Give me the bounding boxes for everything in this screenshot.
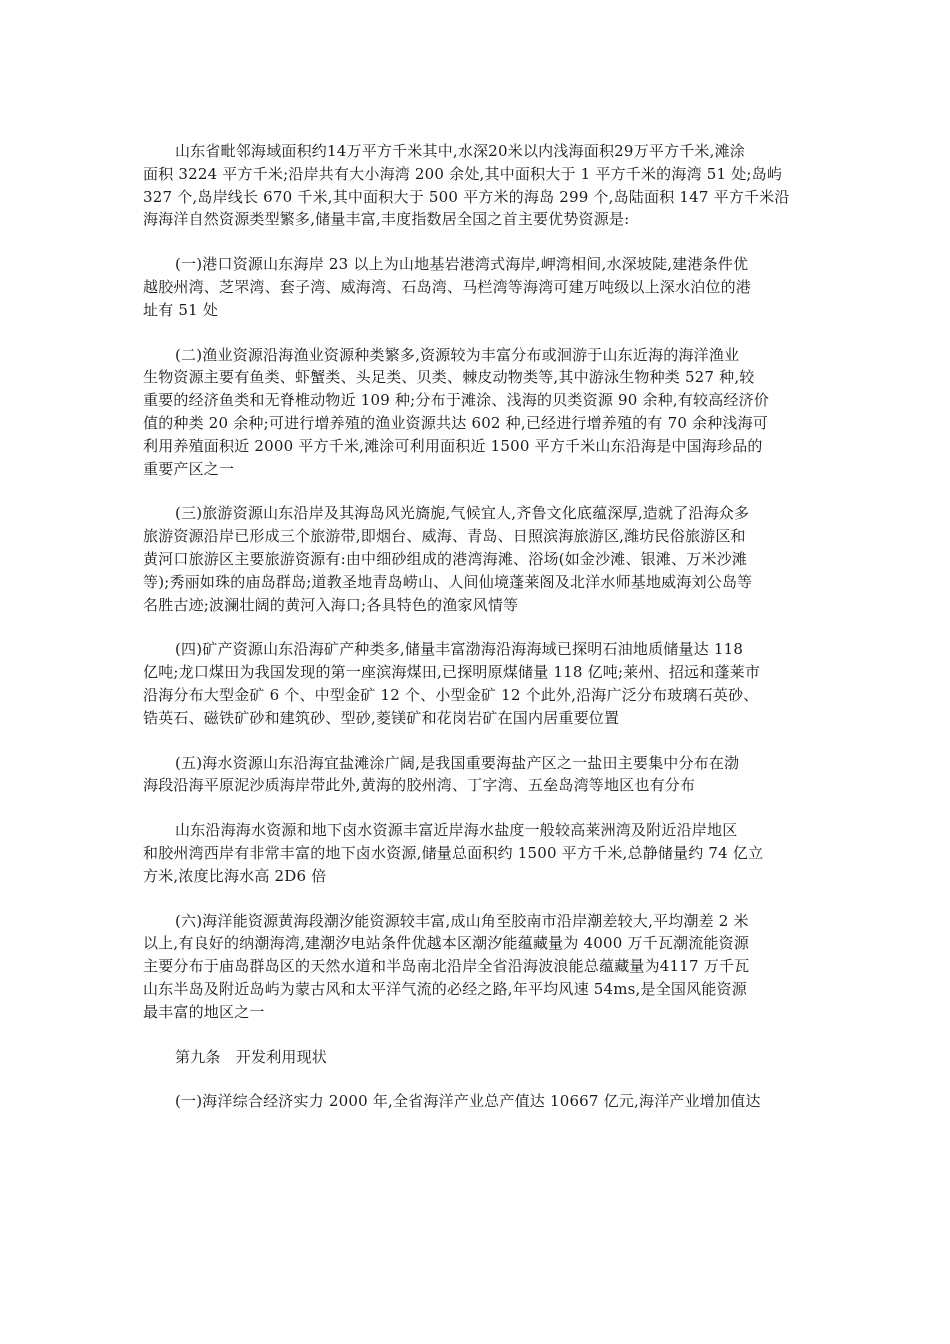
tourism-resources-paragraph: (三)旅游资源山东沿岸及其海岛风光旖旎,气候宜人,齐鲁文化底蕴深厚,造就了沿海众多 旅游资源沿岸已形成三个旅游带,即烟台、威海、青岛、日照滨海旅游区,潍坊民俗旅游区和 黄河口旅游区主要旅游资源有:由中细砂组成的港湾海滩、浴场(如金沙滩、银滩、万米沙滩 等);秀丽如珠的庙岛群岛;道教圣地青岛崂山、人间仙境蓬莱阁及北洋水师基地威海刘公岛等 名胜古迹;波澜壮阔的黄河入海口;各具特色的渔家风情等: [143, 504, 753, 614]
fishery-resources-paragraph: (二)渔业资源沿海渔业资源种类繁多,资源较为丰富分布或洄游于山东近海的海洋渔业 生物资源主要有鱼类、虾蟹类、头足类、贝类、棘皮动物类等,其中游泳生物种类 527 种,较 重要的经济鱼类和无脊椎动物近 109 种;分布于滩涂、浅海的贝类资源 90 余种,有较高经济价 值的种类 20 余种;可进行增养殖的渔业资源共达 602 种,已经进行增养殖的有 70 余种浅海可 利用养殖面积近 2000 平方千米,滩涂可利用面积近 1500 平方千米山东沿海是中国海珍品的 重要产区之一: [143, 345, 770, 478]
seawater-resources-paragraph: (五)海水资源山东沿海宜盐滩涂广阔,是我国重要海盐产区之一盐田主要集中分布在渤 海段沿海平原泥沙质海岸带此外,黄海的胶州湾、丁字湾、五垒岛湾等地区也有分布: [143, 753, 740, 795]
section-heading: 第九条 开发利用现状: [175, 1047, 328, 1066]
economic-strength-paragraph: (一)海洋综合经济实力 2000 年,全省海洋产业总产值达 10667 亿元,海洋产业增加值达: [175, 1092, 761, 1111]
brine-resources-paragraph: 山东沿海海水资源和地下卤水资源丰富近岸海水盐度一般较高莱洲湾及附近沿岸地区 和胶州湾西岸有非常丰富的地下卤水资源,储量总面积约 1500 平方千米,总静储量约 74 亿立 方米,浓度比海水高 2D6 倍: [143, 821, 764, 885]
port-resources-paragraph: (一)港口资源山东海岸 23 以上为山地基岩港湾式海岸,岬湾相间,水深坡陡,建港条件优 越胶州湾、芝罘湾、套子湾、威海湾、石岛湾、马栏湾等海湾可建万吨级以上深水泊位的港 址有 51 处: [143, 255, 752, 319]
document-body: [143, 140, 811, 1135]
mineral-resources-paragraph: (四)矿产资源山东沿海矿产种类多,储量丰富渤海沿海海域已探明石油地质储量达 118 亿吨;龙口煤田为我国发现的第一座滨海煤田,已探明原煤储量 118 亿吨;莱州、招远和蓬莱市 沿海分布大型金矿 6 个、中型金矿 12 个、小型金矿 12 个此外,沿海广泛分布玻璃石英砂、 锆英石、磁铁矿砂和建筑砂、型砂,菱镁矿和花岗岩矿在国内居重要位置: [143, 640, 761, 727]
intro-paragraph: 山东省毗邻海域面积约14万平方千米其中,水深20米以内浅海面积29万平方千米,滩涂 面积 3224 平方千米;沿岸共有大小海湾 200 余处,其中面积大于 1 平方千米的海湾 51 处;岛屿 327 个,岛岸线长 670 千米,其中面积大于 500 平方米的海岛 299 个,岛陆面积 147 平方千米沿 海海洋自然资源类型繁多,储量丰富,丰度指数居全国之首主要优势资源是:: [143, 142, 790, 229]
ocean-energy-paragraph: (六)海洋能资源黄海段潮汐能资源较丰富,成山角至胶南市沿岸潮差较大,平均潮差 2 米 以上,有良好的纳潮海湾,建潮汐电站条件优越本区潮汐能蕴藏量为 4000 万千瓦潮流能资源 主要分布于庙岛群岛区的天然水道和半岛南北沿岸全省沿海波浪能总蕴藏量为4117 万千瓦 山东半岛及附近岛屿为蒙古风和太平洋气流的必经之路,年平均风速 54ms,是全国风能资源 最丰富的地区之一: [143, 911, 750, 1021]
